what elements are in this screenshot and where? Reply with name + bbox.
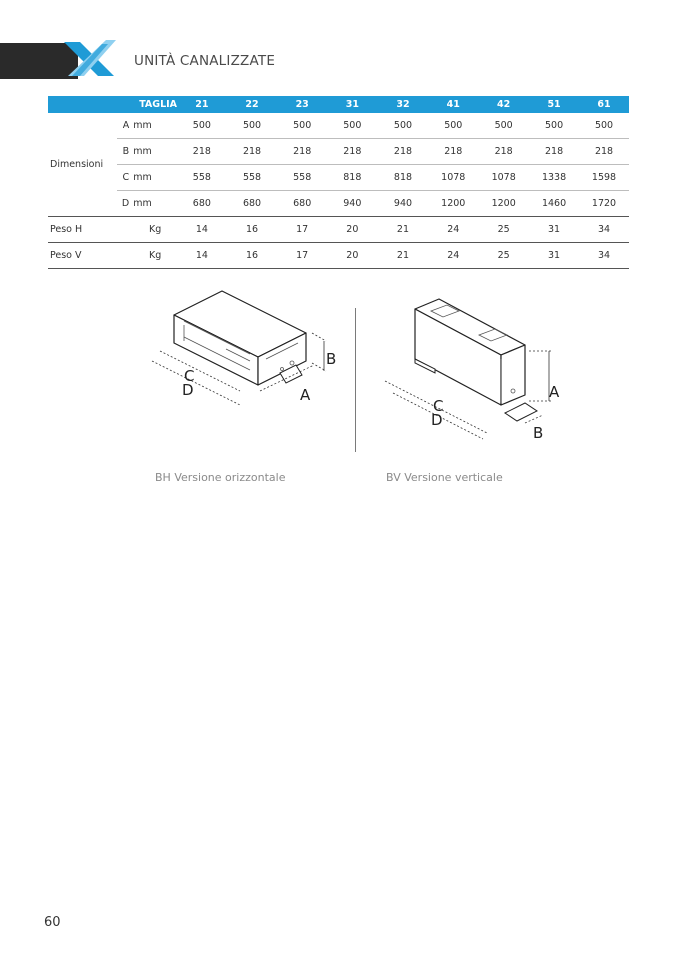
table-row: [48, 139, 629, 165]
value-cell: 1200: [478, 191, 529, 217]
dim-label-b: B: [326, 350, 337, 368]
value-cell: 20: [327, 243, 378, 269]
value-cell: 500: [378, 113, 429, 139]
value-cell: 218: [428, 139, 478, 165]
size-header-cell: 61: [579, 96, 629, 113]
unit-cell: Kg: [133, 217, 177, 243]
value-cell: 17: [277, 243, 327, 269]
table-row: [48, 113, 629, 139]
page-title: UNITÀ CANALIZZATE: [134, 53, 276, 69]
value-cell: 218: [177, 139, 227, 165]
value-cell: 680: [277, 191, 327, 217]
value-cell: 500: [579, 113, 629, 139]
unit-cell: mm: [133, 113, 177, 139]
value-cell: 500: [529, 113, 579, 139]
table-row: [48, 191, 629, 217]
spec-table: [48, 96, 629, 269]
dim-label-d: D: [431, 411, 443, 429]
value-cell: 218: [478, 139, 529, 165]
unit-cell: Kg: [133, 243, 177, 269]
value-cell: 940: [378, 191, 429, 217]
dimensions-label: Dimensioni: [48, 113, 117, 217]
size-header-cell: 21: [177, 96, 227, 113]
brand-x-logo-icon: [58, 36, 120, 82]
value-cell: 680: [177, 191, 227, 217]
dimension-letter: A: [117, 113, 133, 139]
dim-label-b: B: [533, 424, 544, 442]
table-row: [48, 243, 629, 269]
value-cell: 218: [529, 139, 579, 165]
value-cell: 24: [428, 243, 478, 269]
dim-label-c: C: [184, 367, 195, 385]
value-cell: 218: [579, 139, 629, 165]
page-number: 60: [44, 915, 61, 930]
dim-label-d: D: [182, 381, 194, 399]
value-cell: 1078: [478, 165, 529, 191]
value-cell: 500: [277, 113, 327, 139]
value-cell: 558: [227, 165, 278, 191]
value-cell: 1078: [428, 165, 478, 191]
table-header-row: [48, 96, 629, 113]
value-cell: 1598: [579, 165, 629, 191]
value-cell: 500: [478, 113, 529, 139]
dimension-letter: C: [117, 165, 133, 191]
dim-label-c: C: [433, 397, 444, 415]
value-cell: 218: [327, 139, 378, 165]
value-cell: 21: [378, 243, 429, 269]
weight-label: Peso H: [48, 217, 117, 243]
value-cell: 500: [428, 113, 478, 139]
value-cell: 1200: [428, 191, 478, 217]
value-cell: 1460: [529, 191, 579, 217]
dim-label-a: A: [549, 383, 560, 401]
unit-cell: mm: [133, 139, 177, 165]
size-header-cell: 41: [428, 96, 478, 113]
dimension-letter: D: [117, 191, 133, 217]
dim-label-a: A: [300, 386, 311, 404]
value-cell: 20: [327, 217, 378, 243]
table-row: [48, 165, 629, 191]
value-cell: 558: [277, 165, 327, 191]
value-cell: 14: [177, 243, 227, 269]
vertical-unit-drawing: [375, 295, 575, 445]
value-cell: 31: [529, 243, 579, 269]
value-cell: 818: [378, 165, 429, 191]
value-cell: 14: [177, 217, 227, 243]
table-row: [48, 217, 629, 243]
value-cell: 25: [478, 217, 529, 243]
value-cell: 16: [227, 243, 278, 269]
value-cell: 818: [327, 165, 378, 191]
horizontal-unit-drawing: [130, 285, 345, 430]
value-cell: 218: [277, 139, 327, 165]
size-header-cell: 32: [378, 96, 429, 113]
size-header: TAGLIA: [133, 96, 177, 113]
weight-label: Peso V: [48, 243, 117, 269]
dimension-letter: B: [117, 139, 133, 165]
value-cell: 34: [579, 243, 629, 269]
size-header-cell: 22: [227, 96, 278, 113]
value-cell: 218: [227, 139, 278, 165]
unit-cell: mm: [133, 191, 177, 217]
value-cell: 24: [428, 217, 478, 243]
size-header-cell: 51: [529, 96, 579, 113]
value-cell: 500: [227, 113, 278, 139]
value-cell: 25: [478, 243, 529, 269]
size-header-cell: 31: [327, 96, 378, 113]
caption-horizontal: BH Versione orizzontale: [155, 471, 286, 484]
size-header-cell: 42: [478, 96, 529, 113]
size-header-cell: 23: [277, 96, 327, 113]
drawings-divider: [355, 308, 356, 452]
value-cell: 680: [227, 191, 278, 217]
value-cell: 1720: [579, 191, 629, 217]
value-cell: 16: [227, 217, 278, 243]
value-cell: 31: [529, 217, 579, 243]
value-cell: 940: [327, 191, 378, 217]
unit-cell: mm: [133, 165, 177, 191]
value-cell: 500: [177, 113, 227, 139]
value-cell: 34: [579, 217, 629, 243]
value-cell: 558: [177, 165, 227, 191]
value-cell: 1338: [529, 165, 579, 191]
value-cell: 17: [277, 217, 327, 243]
caption-vertical: BV Versione verticale: [386, 471, 503, 484]
value-cell: 218: [378, 139, 429, 165]
value-cell: 21: [378, 217, 429, 243]
value-cell: 500: [327, 113, 378, 139]
